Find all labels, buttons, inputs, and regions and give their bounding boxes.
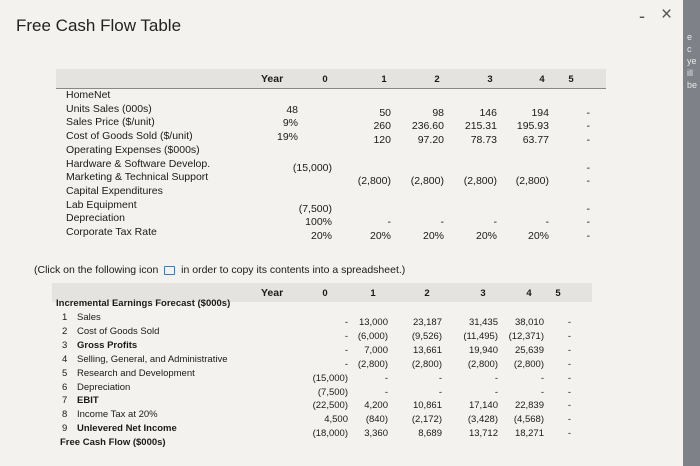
table1-cell: 236.60 bbox=[411, 120, 444, 133]
table2-cell: - bbox=[567, 372, 571, 384]
table1-year-1: 1 bbox=[381, 74, 387, 85]
copy-spreadsheet-icon[interactable] bbox=[164, 266, 175, 275]
table1-divider bbox=[56, 88, 606, 89]
table1-cell: - bbox=[586, 134, 590, 147]
table1-cell: - bbox=[586, 120, 590, 133]
table2-cell: (2,172) bbox=[411, 414, 442, 426]
table1-cell: (2,800) bbox=[515, 175, 549, 188]
table2-row-number: 6 bbox=[62, 381, 68, 393]
table1-year-3: 3 bbox=[487, 74, 493, 85]
minimize-icon[interactable]: - bbox=[639, 6, 645, 26]
table1-cell: (2,800) bbox=[463, 175, 497, 188]
table1-cell: (15,000) bbox=[292, 161, 332, 174]
table2-row-label: Depreciation bbox=[77, 381, 131, 393]
background-window-edge bbox=[683, 0, 700, 466]
table1-cell: - bbox=[545, 216, 549, 229]
table2-row-label: Unlevered Net Income bbox=[77, 423, 177, 435]
table2-cell: 25,639 bbox=[514, 344, 544, 356]
table1-cell: 120 bbox=[373, 134, 391, 147]
table1-cell: 194 bbox=[531, 106, 549, 119]
copy-note bbox=[34, 264, 405, 276]
table2-cell: - bbox=[384, 372, 388, 384]
table2-cell: 8,689 bbox=[418, 428, 442, 440]
table1-cell: 100% bbox=[305, 216, 332, 229]
table2-cell: 4,200 bbox=[364, 400, 388, 412]
table1-row-label: Depreciation bbox=[66, 212, 125, 225]
table2-cell: - bbox=[567, 358, 571, 370]
table1-cell: (7,500) bbox=[298, 202, 332, 215]
table2-cell: (3,428) bbox=[467, 414, 498, 426]
edge-letter: ill bbox=[687, 68, 693, 78]
close-icon[interactable]: × bbox=[661, 4, 673, 25]
table2-cell: (2,800) bbox=[411, 358, 442, 370]
table2-cell: 18,271 bbox=[514, 428, 544, 440]
table2-row-label: EBIT bbox=[77, 395, 99, 407]
table2-cell: 38,010 bbox=[514, 317, 544, 328]
table1-year-0: 0 bbox=[322, 74, 328, 85]
table2-cell: - bbox=[384, 386, 388, 398]
table2-row-number: 5 bbox=[62, 367, 68, 379]
table1-cell: - bbox=[586, 216, 590, 229]
table1-cell: - bbox=[586, 161, 590, 174]
table2-cell: 4,500 bbox=[324, 414, 348, 426]
table1-cell: 20% bbox=[475, 230, 497, 242]
table2-year-1: 1 bbox=[370, 288, 376, 299]
table2-cell: (9,526) bbox=[411, 330, 442, 342]
table2-cell: 7,000 bbox=[364, 344, 388, 356]
table2-row-number: 3 bbox=[62, 339, 68, 351]
table1-cell: 20% bbox=[527, 230, 549, 242]
table2-cell: 17,140 bbox=[468, 400, 498, 412]
table2-cell: 13,000 bbox=[358, 317, 388, 328]
table2-year-label: Year bbox=[261, 287, 284, 299]
table1-cell: - bbox=[586, 106, 590, 119]
table2-cell: - bbox=[540, 372, 544, 384]
window-title: Free Cash Flow Table bbox=[16, 16, 182, 35]
table2-year-3: 3 bbox=[480, 288, 486, 299]
copy-note-after: in order to copy its contents into a spreadsheet.) bbox=[181, 264, 406, 276]
table1-cell: 146 bbox=[479, 106, 497, 119]
table2-cell: (7,500) bbox=[317, 386, 348, 398]
table2-cell: 19,940 bbox=[468, 344, 498, 356]
table1-year-5: 5 bbox=[568, 74, 574, 85]
table2-cell: 13,661 bbox=[412, 344, 442, 356]
table2-cell: (2,800) bbox=[357, 358, 388, 370]
table1-cell: 215.31 bbox=[464, 120, 497, 133]
table1-cell: 20% bbox=[369, 230, 391, 242]
table1-cell: 98 bbox=[432, 106, 444, 119]
table2-row-number: 2 bbox=[62, 325, 68, 337]
table2-cell: (2,800) bbox=[513, 358, 544, 370]
table2-row-number: 1 bbox=[62, 312, 68, 323]
table2-cell: (15,000) bbox=[312, 372, 348, 384]
copy-note-before: (Click on the following icon bbox=[34, 264, 159, 276]
table1-cell: 260 bbox=[373, 120, 391, 133]
table1-cell: - bbox=[586, 230, 590, 242]
table1-row-pre: 19% bbox=[276, 131, 298, 144]
table2-cell: - bbox=[344, 344, 348, 356]
table2-year-4: 4 bbox=[526, 288, 532, 299]
table2-row-label: Income Tax at 20% bbox=[77, 409, 158, 421]
table1-cell: - bbox=[387, 216, 391, 229]
table2-cell: 23,187 bbox=[412, 317, 442, 328]
table2-cell: 3,360 bbox=[364, 428, 388, 440]
table2-year-5: 5 bbox=[555, 288, 561, 299]
table1-cell: - bbox=[586, 175, 590, 188]
table2-cell: 10,861 bbox=[412, 400, 442, 412]
table1-row-label: Sales Price ($/unit) bbox=[66, 116, 155, 129]
table2-cell: - bbox=[344, 330, 348, 342]
table1-cell: - bbox=[493, 216, 497, 229]
table2-cell: (4,568) bbox=[513, 414, 544, 426]
table1-row-label: Lab Equipment bbox=[66, 198, 137, 211]
table1-row-label: Operating Expenses ($000s) bbox=[66, 143, 200, 156]
table2-row-number: 7 bbox=[62, 395, 68, 407]
table2-cell: (2,800) bbox=[467, 358, 498, 370]
table2-row-number: 4 bbox=[62, 353, 68, 365]
table2-year-2: 2 bbox=[424, 288, 430, 299]
table2-row-label: Selling, General, and Administrative bbox=[77, 353, 228, 365]
table1-year-4: 4 bbox=[539, 74, 545, 85]
table1-cell: 50 bbox=[379, 106, 391, 119]
table2-cell: - bbox=[567, 428, 571, 440]
table2-cell: - bbox=[567, 400, 571, 412]
table1-cell: - bbox=[440, 216, 444, 229]
table1-cell: 78.73 bbox=[470, 134, 497, 147]
edge-letter: ye bbox=[687, 56, 697, 66]
table1-cell: 20% bbox=[422, 230, 444, 242]
table2-cell: (6,000) bbox=[357, 330, 388, 342]
table2-cutoff-label: Free Cash Flow ($000s) bbox=[60, 437, 166, 448]
table2-cell: 13,712 bbox=[468, 428, 498, 440]
table2-row-label: Research and Development bbox=[77, 367, 195, 379]
table2-cell: - bbox=[567, 330, 571, 342]
table2-cell: (12,371) bbox=[508, 330, 544, 342]
table1-cell: 97.20 bbox=[417, 134, 444, 147]
table2-row-label: Cost of Goods Sold bbox=[77, 325, 160, 337]
edge-letter: e bbox=[687, 32, 693, 42]
table2-heading: Incremental Earnings Forecast ($000s) bbox=[56, 298, 231, 309]
table2-cell: - bbox=[344, 358, 348, 370]
table2-cell: (840) bbox=[365, 414, 388, 426]
table2-cell: (18,000) bbox=[312, 428, 348, 440]
table1-cell: (2,800) bbox=[410, 175, 444, 188]
table1-row-label: Marketing & Technical Support bbox=[66, 171, 209, 184]
table2-cell: - bbox=[567, 386, 571, 398]
table1-row-label: Cost of Goods Sold ($/unit) bbox=[66, 130, 193, 143]
table1-cell: 20% bbox=[310, 230, 332, 242]
table2-cell: - bbox=[438, 372, 442, 384]
table2-cell: - bbox=[567, 344, 571, 356]
table1-cell: 63.77 bbox=[522, 134, 549, 147]
table1-row-label: Hardware & Software Develop. bbox=[66, 157, 211, 170]
table2-cell: - bbox=[494, 386, 498, 398]
table1-cell: 195.93 bbox=[516, 120, 549, 133]
table1-row-label: Units Sales (000s) bbox=[66, 102, 152, 115]
table1-year-label: Year bbox=[261, 73, 284, 85]
table2-cell: (22,500) bbox=[312, 400, 348, 412]
table2-row-number: 8 bbox=[62, 409, 68, 421]
table2-year-0: 0 bbox=[322, 288, 328, 299]
table2-cell: - bbox=[567, 317, 571, 328]
edge-letter: c bbox=[687, 44, 692, 54]
edge-letter: be bbox=[687, 80, 698, 90]
table2-row-label: Sales bbox=[77, 312, 101, 323]
table2-cell: - bbox=[344, 317, 348, 328]
table2-cell: 22,839 bbox=[514, 400, 544, 412]
table1-row-label: Capital Expenditures bbox=[66, 184, 163, 197]
table2-cell: - bbox=[494, 372, 498, 384]
table1-row-pre: 9% bbox=[282, 117, 298, 130]
table1-row-label: HomeNet bbox=[66, 89, 111, 101]
table1-cell: (2,800) bbox=[357, 175, 391, 188]
table1-cell: - bbox=[586, 202, 590, 215]
table2-row-label: Gross Profits bbox=[77, 339, 138, 351]
table2-cell: - bbox=[567, 414, 571, 426]
table2-cell: (11,495) bbox=[463, 330, 498, 342]
table2-row-number: 9 bbox=[62, 423, 68, 435]
table2-cell: - bbox=[540, 386, 544, 398]
table1-year-2: 2 bbox=[434, 74, 440, 85]
table1-row-pre: 48 bbox=[286, 103, 298, 116]
table1-row-label: Corporate Tax Rate bbox=[66, 226, 157, 238]
table2-cell: 31,435 bbox=[468, 317, 498, 328]
table2-cell: - bbox=[438, 386, 442, 398]
